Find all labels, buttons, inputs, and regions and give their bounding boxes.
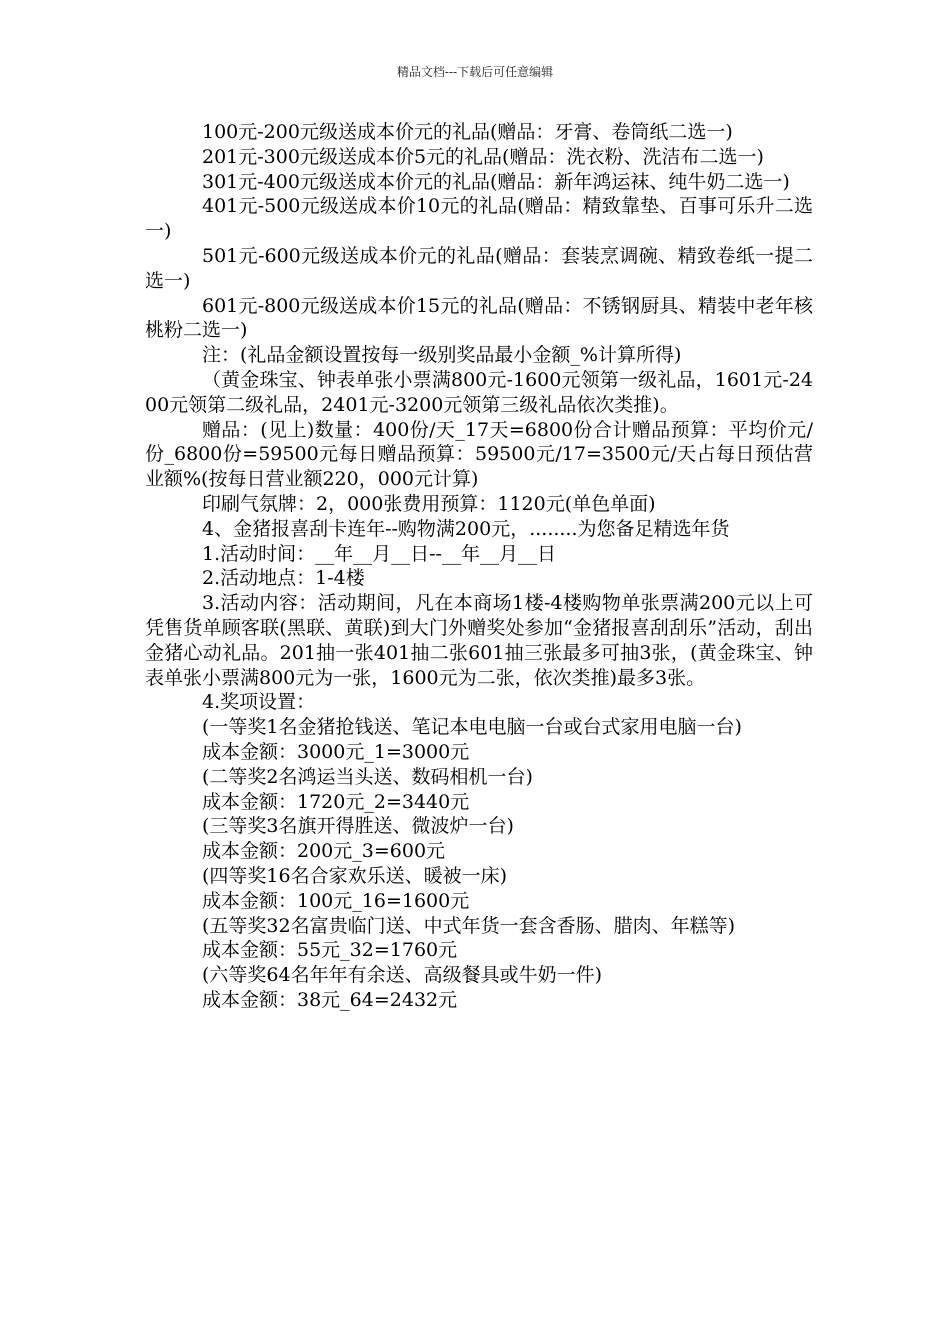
paragraph-gift-tier-601: 601元-800元级送成本价15元的礼品(赠品：不锈钢厨具、精装中老年核桃粉二选一)	[145, 294, 813, 342]
paragraph-activity-time: 1.活动时间：__年__月__日--__年__月__日	[202, 542, 556, 565]
paragraph-activity-content: 3.活动内容：活动期间，凡在本商场1楼-4楼购物单张票满200元以上可凭售货单顾客联(黑联、黄联)到大门外赠奖处参加“金猪报喜刮刮乐”活动，刮出金猪心动礼品。201抽一张401抽二张601抽三张最多可抽3张，(黄金珠宝、钟表单张小票满800元为一张，1600元为二张，依次类推)最多3张。	[145, 592, 813, 689]
paragraph-gift-tier-301: 301元-400元级送成本价元的礼品(赠品：新年鸿运袜、纯牛奶二选一)	[202, 170, 790, 193]
paragraph-gift-tier-501: 501元-600元级送成本价元的礼品(赠品：套装烹调碗、精致卷纸一提二选一)	[145, 244, 813, 292]
paragraph-prize-5-cost: 成本金额：55元_32=1760元	[202, 939, 458, 962]
paragraph-prize-6: (六等奖64名年年有余送、高级餐具或牛奶一件)	[202, 964, 603, 987]
page-header: 精品文档---下载后可任意编辑	[396, 65, 554, 79]
paragraph-note: 注：(礼品金额设置按每一级别奖品最小金额_%计算所得)	[202, 344, 682, 367]
paragraph-prize-4-cost: 成本金额：100元_16=1600元	[202, 889, 470, 912]
paragraph-activity-location: 2.活动地点：1-4楼	[202, 567, 365, 590]
paragraph-gift-tier-401: 401元-500元级送成本价10元的礼品(赠品：精致靠垫、百事可乐升二选一)	[145, 195, 813, 243]
paragraph-prize-4: (四等奖16名合家欢乐送、暖被一床)	[202, 864, 508, 887]
paragraph-gift-tier-201: 201元-300元级送成本价5元的礼品(赠品：洗衣粉、洗洁布二选一)	[202, 145, 764, 168]
paragraph-prize-2: (二等奖2名鸿运当头送、数码相机一台)	[202, 765, 533, 788]
paragraph-jewelry-rule: （黄金珠宝、钟表单张小票满800元-1600元领第一级礼品，1601元-2400元领第二级礼品，2401元-3200元领第三级礼品依次类推)。	[145, 368, 813, 416]
paragraph-print-budget: 印刷气氛牌：2，000张费用预算：1120元(单色单面)	[202, 492, 656, 515]
paragraph-prize-3: (三等奖3名旗开得胜送、微波炉一台)	[202, 815, 514, 838]
paragraph-prize-1-cost: 成本金额：3000元_1=3000元	[202, 740, 470, 763]
paragraph-prize-1: (一等奖1名金猪抢钱送、笔记本电电脑一台或台式家用电脑一台)	[202, 716, 742, 739]
paragraph-gift-budget: 赠品：(见上)数量：400份/天_17天=6800份合计赠品预算：平均价元/份_6800份=59500元每日赠品预算：59500元/17=3500元/天占每日预估营业额%(按每日营业额220，000元计算)	[145, 418, 813, 491]
paragraph-section-4-title: 4、金猪报喜刮卡连年--购物满200元，........为您备足精选年货	[202, 517, 730, 540]
paragraph-prize-5: (五等奖32名富贵临门送、中式年货一套含香肠、腊肉、年糕等)	[202, 914, 736, 937]
paragraph-prize-setup: 4.奖项设置：	[202, 691, 316, 714]
paragraph-prize-3-cost: 成本金额：200元_3=600元	[202, 840, 446, 863]
paragraph-gift-tier-100: 100元-200元级送成本价元的礼品(赠品：牙膏、卷筒纸二选一)	[202, 121, 733, 143]
document-body	[145, 120, 813, 1013]
paragraph-prize-2-cost: 成本金额：1720元_2=3440元	[202, 790, 470, 813]
paragraph-prize-6-cost: 成本金额：38元_64=2432元	[202, 988, 458, 1011]
